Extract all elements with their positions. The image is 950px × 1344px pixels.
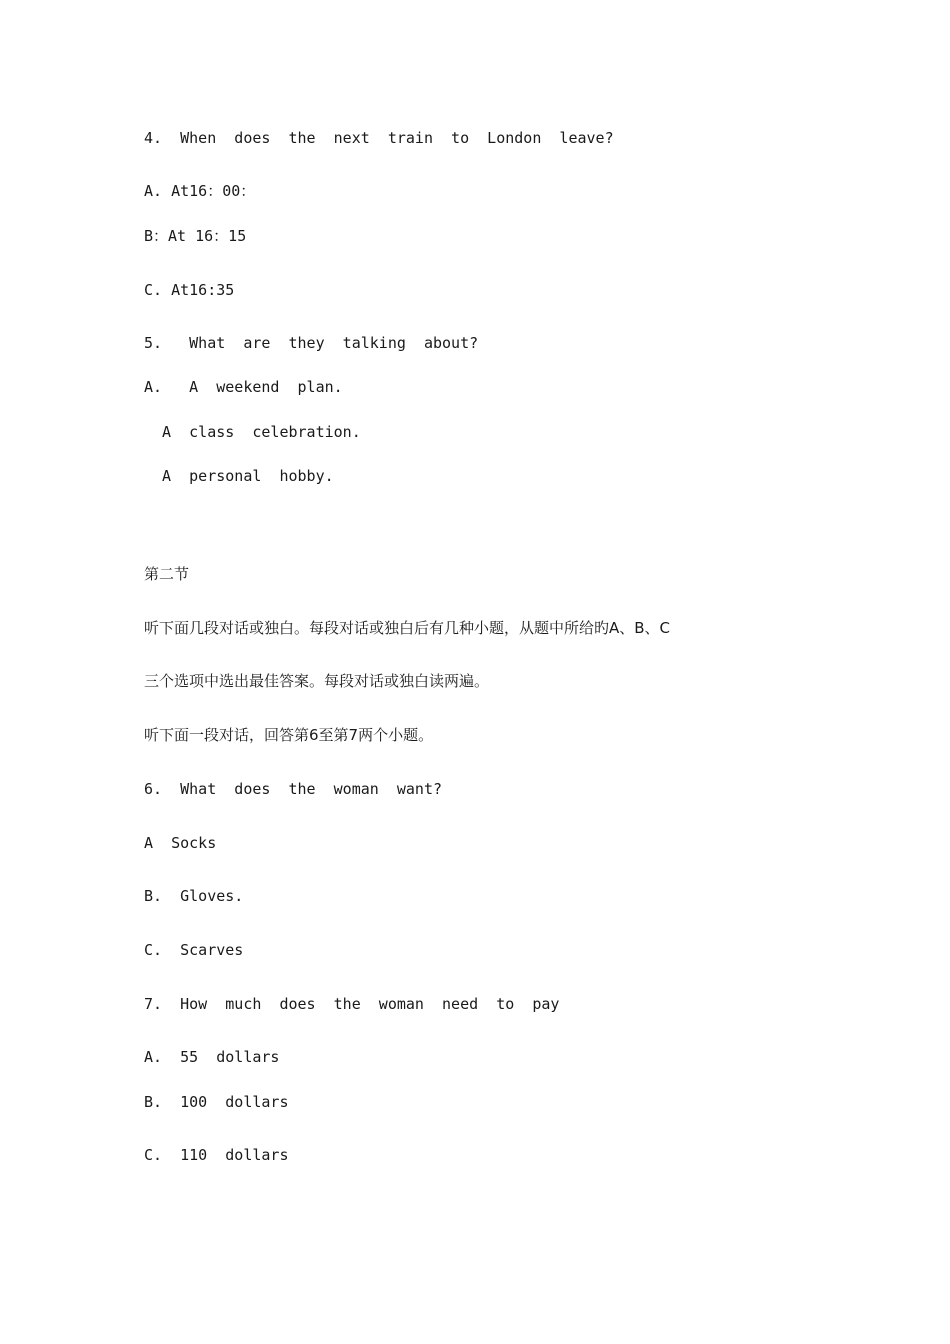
dialogue-instruction: 听下面一段对话，回答第6至第7两个小题。: [144, 726, 434, 744]
question-5-option-b: A class celebration.: [144, 423, 361, 441]
section-instructions-line-1: 听下面几段对话或独白。每段对话或独白后有几种小题，从题中所给旳A、B、C: [144, 619, 671, 637]
question-7-option-c: C. 110 dollars: [144, 1146, 289, 1164]
section-instructions-line-2: 三个选项中选出最佳答案。每段对话或独白读两遍。: [144, 672, 490, 690]
question-7-option-b: B. 100 dollars: [144, 1093, 289, 1111]
question-7: 7. How much does the woman need to pay: [144, 995, 560, 1013]
question-5-option-a: A. A weekend plan.: [144, 378, 343, 396]
question-6-option-a: A Socks: [144, 834, 217, 852]
question-5: 5. What are they talking about?: [144, 334, 479, 352]
question-6-option-b: B. Gloves.: [144, 887, 244, 905]
question-4: 4. When does the next train to London leave?: [144, 129, 614, 147]
question-5-option-c: A personal hobby.: [144, 467, 334, 485]
section-heading: 第二节: [144, 565, 190, 583]
question-4-option-b: B：At 16：15: [144, 227, 247, 245]
question-4-option-a: A. At16：00：: [144, 182, 256, 200]
question-4-option-c: C. At16:35: [144, 281, 235, 299]
question-7-option-a: A. 55 dollars: [144, 1048, 280, 1066]
question-6-option-c: C. Scarves: [144, 941, 244, 959]
question-6: 6. What does the woman want?: [144, 780, 443, 798]
